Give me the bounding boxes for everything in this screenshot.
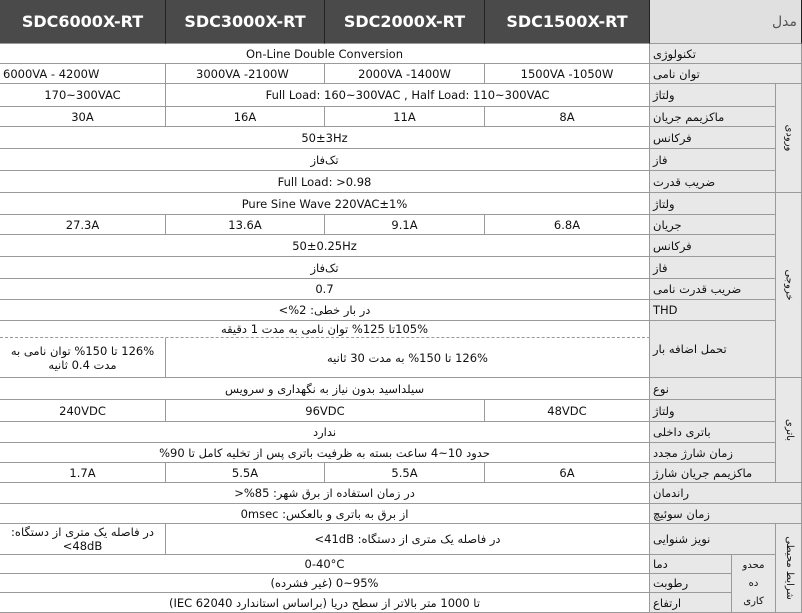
in-pf-value: Full Load: >0.98 (0, 171, 650, 193)
humidity-label: رطوبت (650, 574, 732, 593)
power-3000: 3000VA -2100W (166, 64, 325, 84)
out-current-3000: 13.6A (166, 215, 325, 235)
thd-label: THD (650, 300, 776, 321)
charge-2000: 5.5A (325, 463, 485, 483)
bat-voltage-6000: 240VDC (0, 400, 166, 422)
out-voltage-value: Pure Sine Wave 220VAC±1% (0, 193, 650, 215)
in-phase-label: فاز (650, 149, 776, 171)
technology-label: تکنولوژی (650, 44, 802, 64)
bat-type-label: نوع (650, 378, 776, 400)
group-environment-label: شرایط محیطی (783, 536, 795, 600)
out-current-6000: 27.3A (0, 215, 166, 235)
group-env-word-3: کاری (743, 595, 764, 607)
charge-3000: 5.5A (166, 463, 325, 483)
group-input-label: ورودی (783, 124, 795, 152)
out-voltage-label: ولتاژ (650, 193, 776, 215)
bat-type-value: سیلداسید بدون نیاز به نگهداری و سرویس (0, 378, 650, 400)
altitude-value: تا 1000 متر بالاتر از سطح دریا (براساس استاندارد IEC 62040) (0, 593, 650, 613)
power-2000: 2000VA -1400W (325, 64, 485, 84)
group-env-word-2: ده (748, 577, 759, 589)
in-pf-label: ضریب قدرت (650, 171, 776, 193)
temperature-value: 0-40°C (0, 555, 650, 574)
in-current-label: ماکزیمم جریان (650, 107, 776, 127)
in-voltage-rest: Full Load: 160~300VAC , Half Load: 110~300VAC (166, 84, 650, 107)
humidity-value: 95%~0 (غیر فشرده) (0, 574, 650, 593)
out-current-label: جریان (650, 215, 776, 235)
overload-line2-rest: 126% تا 150% به مدت 30 ثانیه (166, 338, 650, 378)
in-current-2000: 11A (325, 107, 485, 127)
recharge-value: حدود 10~4 ساعت بسته به ظرفیت باتری پس از تخلیه کامل تا 90% (0, 443, 650, 463)
group-env-words (732, 555, 776, 613)
bat-voltage-mid: 96VDC (166, 400, 485, 422)
power-1500: 1500VA -1050W (485, 64, 650, 84)
in-current-6000: 30A (0, 107, 166, 127)
efficiency-value: در زمان استفاده از برق شهر: 85%< (0, 483, 650, 504)
noise-label: نویز شنوایی (650, 524, 776, 555)
in-current-3000: 16A (166, 107, 325, 127)
group-input (776, 84, 802, 193)
in-voltage-6000: 170~300VAC (0, 84, 166, 107)
in-current-1500: 8A (485, 107, 650, 127)
in-frequency-value: 50±3Hz (0, 127, 650, 149)
noise-rest: در فاصله یک متری از دستگاه: 41dB> (166, 524, 650, 555)
charge-6000: 1.7A (0, 463, 166, 483)
recharge-label: زمان شارژ مجدد (650, 443, 776, 463)
switch-time-value: از برق به باتری و بالعکس: 0msec (0, 504, 650, 524)
overload-line2-6000: 126% تا 150% توان نامی به مدت 0.4 ثانیه (0, 338, 166, 378)
efficiency-label: راندمان (650, 483, 802, 504)
model-label: مدل (650, 0, 802, 44)
in-phase-value: تک‌فاز (0, 149, 650, 171)
bat-internal-label: باتری داخلی (650, 422, 776, 443)
model-header-1500: SDC1500X-RT (485, 0, 650, 44)
in-frequency-label: فرکانس (650, 127, 776, 149)
group-output-label: خروجی (783, 269, 795, 301)
model-header-6000: SDC6000X-RT (0, 0, 166, 44)
charge-1500: 6A (485, 463, 650, 483)
out-current-2000: 9.1A (325, 215, 485, 235)
model-header-2000: SDC2000X-RT (325, 0, 485, 44)
altitude-label: ارتفاع (650, 593, 732, 613)
overload-line1: 105%تا 125% توان نامی به مدت 1 دقیقه (0, 321, 650, 338)
overload-label: تحمل اضافه بار (650, 321, 776, 378)
out-frequency-value: 50±0.25Hz (0, 235, 650, 257)
thd-value: در بار خطی: 2%> (0, 300, 650, 321)
technology-value: On-Line Double Conversion (0, 44, 650, 64)
charge-label: ماکزیمم جریان شارژ (650, 463, 776, 483)
out-phase-label: فاز (650, 257, 776, 279)
model-header-3000: SDC3000X-RT (166, 0, 325, 44)
bat-voltage-1500: 48VDC (485, 400, 650, 422)
group-env-word-1: محدو (742, 559, 765, 571)
group-battery (776, 378, 802, 483)
out-pf-value: 0.7 (0, 279, 650, 300)
out-pf-label: ضریب قدرت نامی (650, 279, 776, 300)
group-battery-label: باتری (783, 419, 795, 441)
bat-voltage-label: ولتاژ (650, 400, 776, 422)
out-frequency-label: فرکانس (650, 235, 776, 257)
group-output (776, 193, 802, 378)
power-6000: 6000VA - 4200W (0, 64, 166, 84)
out-phase-value: تک‌فاز (0, 257, 650, 279)
noise-6000: در فاصله یک متری از دستگاه: 48dB> (0, 524, 166, 555)
out-current-1500: 6.8A (485, 215, 650, 235)
switch-time-label: زمان سوئیچ (650, 504, 802, 524)
temperature-label: دما (650, 555, 732, 574)
group-environment (776, 524, 802, 613)
in-voltage-label: ولتاژ (650, 84, 776, 107)
bat-internal-value: ندارد (0, 422, 650, 443)
power-label: توان نامی (650, 64, 802, 84)
